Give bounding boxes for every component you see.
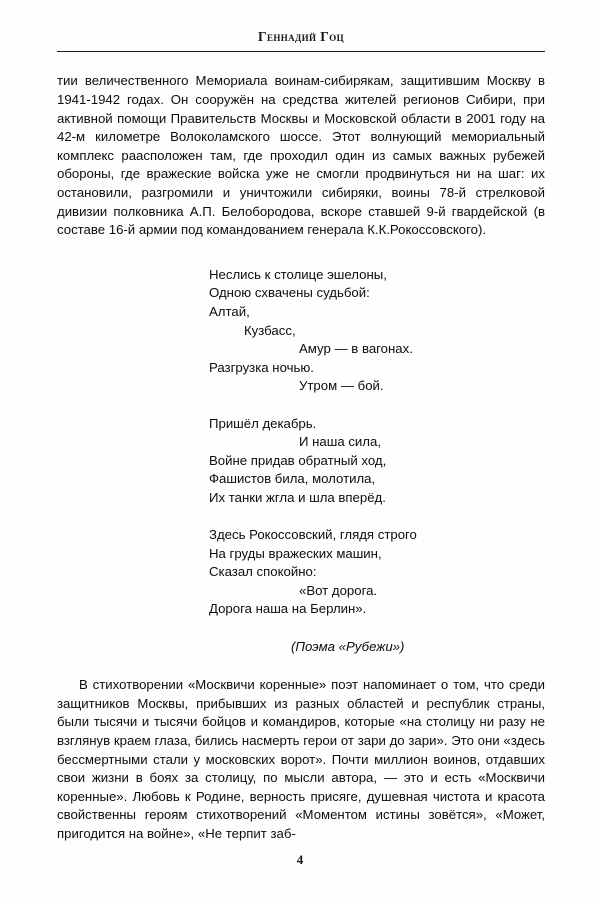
poem-line: Неслись к столице эшелоны, <box>209 266 387 282</box>
page-content <box>57 0 545 844</box>
poem-line: Дорога наша на Берлин». <box>209 601 367 617</box>
poem-line: Их танки жгла и шла вперёд. <box>209 489 386 505</box>
poem-line: Здесь Рокоссовский, глядя строго <box>209 527 417 543</box>
poem-line: «Вот дорога. <box>299 582 378 598</box>
poem-line: Фашистов била, молотила, <box>209 471 376 487</box>
running-head <box>57 0 545 52</box>
poem-stanzas <box>209 266 545 619</box>
poem-stanza <box>209 415 545 508</box>
paragraph-moskvichi: В стихотворении «Москвичи коренные» поэт напоминает о том, что среди защитников Москвы, прибывших из разных областей и республик страны, были тысячи и тысячи бойцов и командиров, которые «на столицу ни разу не взглянув краем глаза, бились насмерть герои от зари до зари». Это они «здесь бессмертными стали у московских ворот». Почти миллион воинов, отдавших свои жизни в боях за столицу, по мысли автора, — это и есть «Москвичи коренные». Любовь к Родине, верность присяге, душевная чистота и красота свойственны героям стихотворений «Моментом истины зовётся», «Может, пригодится на войне», «Не терпит заб- <box>57 677 545 841</box>
poem-line: Разгрузка ночью. <box>209 359 314 375</box>
header-rule <box>57 51 545 53</box>
poem-block <box>209 266 545 656</box>
poem-line: Пришёл декабрь. <box>209 415 317 431</box>
poem-stanza <box>209 526 545 619</box>
poem-line: Утром — бой. <box>299 378 384 394</box>
poem-attribution: (Поэма «Рубежи») <box>291 638 405 654</box>
running-head-title: Геннадий Гоц <box>257 29 345 44</box>
poem-line: На груды вражеских машин, <box>209 545 382 561</box>
poem-line: Амур — в вагонах. <box>299 341 413 357</box>
paragraph-continued: тии величественного Мемориала воинам-сибирякам, защитившим Москву в 1941-1942 годах. Он сооружён на средства жителей регионов Сибири, при активной помощи Правительств Москвы и Московской области в 2001 году на 42-м километре Волоколамского шоссе. Этот волнующий мемориальный комплекс раасположен там, где проходил один из самых важных рубежей обороны, где вражеские войска уже не смогли продвинуться ни на шаг: их остановили, разгромили и уничтожили сибиряки, воины 78-й стрелковой дивизии полковника А.П. Белобородова, вскоре ставшей 9-й гвардейской (в составе 16-й армии под командованием генерала К.К.Рокоссовского). <box>57 73 545 238</box>
poem-line: Войне придав обратный ход, <box>209 452 387 468</box>
poem-line: Кузбасс, <box>244 322 296 338</box>
poem-stanza <box>209 266 545 396</box>
poem-line: Алтай, <box>209 303 250 319</box>
poem-line: Сказал спокойно: <box>209 564 317 580</box>
poem-line: И наша сила, <box>299 434 381 450</box>
page-number: 4 <box>296 852 304 867</box>
poem-line: Одною схвачены судьбой: <box>209 285 370 301</box>
